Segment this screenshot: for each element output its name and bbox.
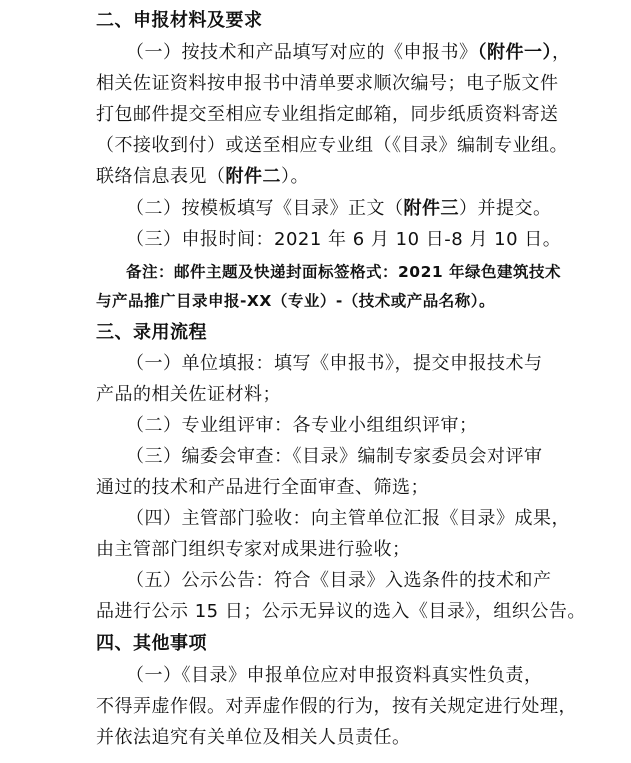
paragraph-line: （五）公示公告：符合《目录》入选条件的技术和产: [126, 570, 552, 591]
paragraph-line: [126, 38, 571, 68]
paragraph-line: 品进行公示 15 日；公示无异议的选入《目录》，组织公告。: [96, 601, 586, 622]
section-heading: 二、申报材料及要求: [96, 10, 263, 31]
note-line: 备注：邮件主题及快递封面标签格式：2021 年绿色建筑技术: [126, 263, 562, 281]
paragraph-line: （一）《目录》申报单位应对申报资料真实性负责，: [126, 665, 543, 686]
paragraph-line: 打包邮件提交至相应专业组指定邮箱，同步纸质资料寄送: [96, 104, 559, 125]
paragraph-line: （不接收到付）或送至相应专业组（《目录》编制专业组。: [96, 135, 568, 156]
attachment-ref: （附件一）: [477, 42, 552, 63]
paragraph-line: 相关佐证资料按申报书中清单要求顺次编号；电子版文件: [96, 73, 559, 94]
paragraph-line: [96, 162, 309, 192]
paragraph-line: [126, 194, 552, 224]
note-line: 与产品推广目录申报-XX（专业）-（技术或产品名称）。: [96, 292, 496, 310]
paragraph-line: （三）编委会审查：《目录》编制专家委员会对评审: [126, 446, 543, 467]
paragraph-line: 由主管部门组织专家对成果进行验收；: [96, 539, 411, 560]
paragraph-line: （一）单位填报：填写《申报书》，提交申报技术与: [126, 353, 543, 374]
text-run: ，: [552, 42, 571, 63]
paragraph-line: （二）专业组评审：各专业小组组织评审；: [126, 415, 478, 436]
attachment-ref: 附件三: [403, 198, 459, 219]
paragraph-line: 不得弄虚作假。对弄虚作假的行为，按有关规定进行处理，: [96, 696, 577, 717]
text-run: 联络信息表见（: [96, 166, 226, 187]
text-run: ）。: [281, 166, 309, 187]
paragraph-line: 通过的技术和产品进行全面审查、筛选；: [96, 477, 429, 498]
paragraph-line: 并依法追究有关单位及相关人员责任。: [96, 727, 411, 748]
paragraph-line: （三）申报时间：2021 年 6 月 10 日-8 月 10 日。: [126, 229, 562, 250]
paragraph-line: 产品的相关佐证材料；: [96, 384, 281, 405]
paragraph-line: （四）主管部门验收：向主管单位汇报《目录》成果，: [126, 508, 570, 529]
text-run: （二）按模板填写《目录》正文（: [126, 198, 404, 219]
attachment-ref: 附件二: [225, 166, 281, 187]
section-heading: 四、其他事项: [96, 633, 207, 654]
section-heading: 三、录用流程: [96, 322, 207, 343]
text-run: ）并提交。: [459, 198, 552, 219]
text-run: （一）按技术和产品填写对应的《申报书》: [126, 42, 478, 63]
